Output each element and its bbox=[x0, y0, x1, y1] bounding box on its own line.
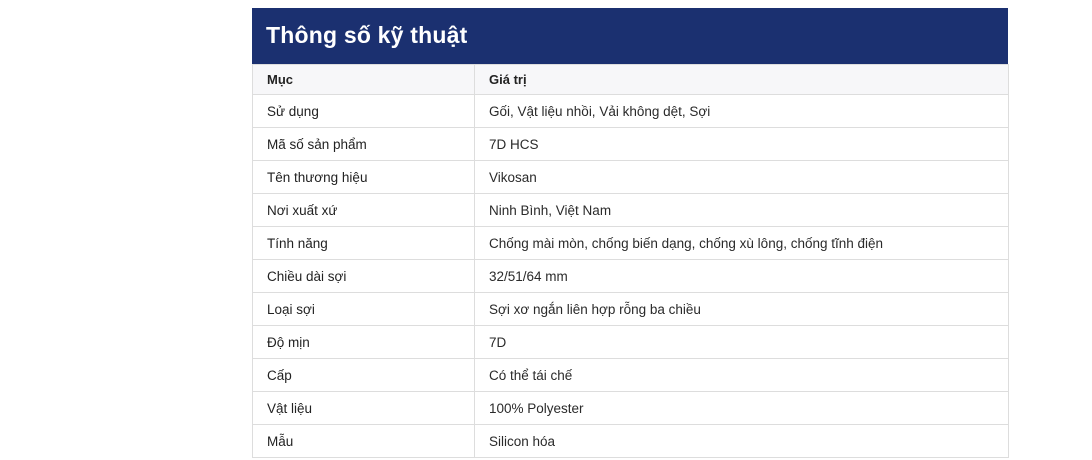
table-row bbox=[253, 260, 1009, 293]
table-row bbox=[253, 293, 1009, 326]
row-value: Có thể tái chế bbox=[475, 359, 1009, 392]
row-key: Tên thương hiệu bbox=[253, 161, 475, 194]
row-value: 7D HCS bbox=[475, 128, 1009, 161]
table-header-row bbox=[253, 65, 1009, 95]
specification-table bbox=[252, 64, 1009, 458]
row-value: 32/51/64 mm bbox=[475, 260, 1009, 293]
table-row bbox=[253, 425, 1009, 458]
row-value: Ninh Bình, Việt Nam bbox=[475, 194, 1009, 227]
page-title: Thông số kỹ thuật bbox=[252, 8, 1008, 64]
row-key: Nơi xuất xứ bbox=[253, 194, 475, 227]
row-key: Tính năng bbox=[253, 227, 475, 260]
table-header bbox=[253, 65, 1009, 95]
row-key: Độ mịn bbox=[253, 326, 475, 359]
table-body bbox=[253, 95, 1009, 458]
row-value: 7D bbox=[475, 326, 1009, 359]
row-key: Mẫu bbox=[253, 425, 475, 458]
table-row bbox=[253, 359, 1009, 392]
table-row bbox=[253, 326, 1009, 359]
row-key: Loại sợi bbox=[253, 293, 475, 326]
row-key: Chiều dài sợi bbox=[253, 260, 475, 293]
column-header-item: Mục bbox=[253, 65, 475, 95]
row-value: Silicon hóa bbox=[475, 425, 1009, 458]
column-header-value: Giá trị bbox=[475, 65, 1009, 95]
table-row bbox=[253, 95, 1009, 128]
row-value: Sợi xơ ngắn liên hợp rỗng ba chiều bbox=[475, 293, 1009, 326]
table-row bbox=[253, 161, 1009, 194]
row-key: Cấp bbox=[253, 359, 475, 392]
table-row bbox=[253, 227, 1009, 260]
table-row bbox=[253, 392, 1009, 425]
row-key: Vật liệu bbox=[253, 392, 475, 425]
specification-section bbox=[252, 8, 1008, 458]
row-value: Chống mài mòn, chống biến dạng, chống xù lông, chống tĩnh điện bbox=[475, 227, 1009, 260]
table-row bbox=[253, 194, 1009, 227]
row-value: 100% Polyester bbox=[475, 392, 1009, 425]
row-key: Mã số sản phẩm bbox=[253, 128, 475, 161]
row-value: Gối, Vật liệu nhồi, Vải không dệt, Sợi bbox=[475, 95, 1009, 128]
row-key: Sử dụng bbox=[253, 95, 475, 128]
row-value: Vikosan bbox=[475, 161, 1009, 194]
table-row bbox=[253, 128, 1009, 161]
